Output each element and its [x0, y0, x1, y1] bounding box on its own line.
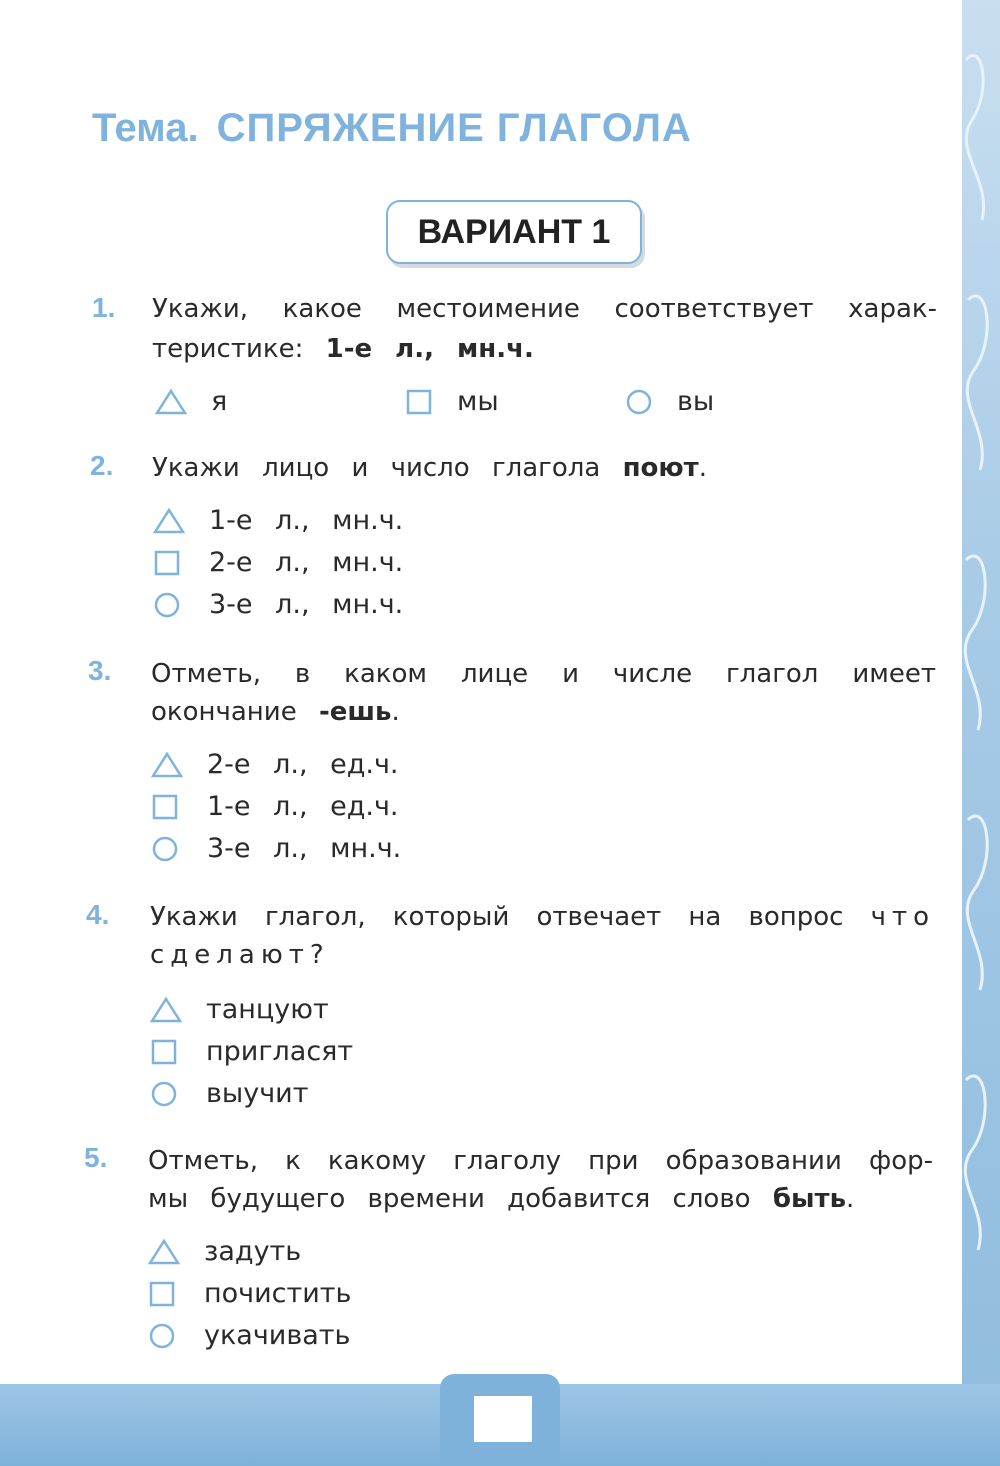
question-4-spaced-1: что [870, 902, 935, 932]
q3-option-a-label: 2-е л., ед.ч. [207, 749, 399, 780]
q5-option-b-label: почистить [204, 1278, 352, 1309]
q3-option-b[interactable] [151, 791, 399, 822]
question-5-text: мы будущего времени добавится слово [148, 1184, 751, 1214]
triangle-icon [155, 388, 187, 416]
handwriting-pattern-icon [962, 0, 1000, 1466]
theme-heading [92, 106, 692, 151]
q4-option-b[interactable] [150, 1036, 353, 1067]
triangle-icon [151, 751, 183, 779]
q4-option-c-label: выучит [206, 1078, 309, 1109]
question-2-end: . [698, 453, 707, 483]
square-icon [151, 793, 183, 821]
q1-option-b-label: мы [457, 386, 499, 417]
question-4-spaced-2: сделают [150, 940, 310, 970]
q5-option-a[interactable] [148, 1236, 301, 1267]
question-2-bold: поют [622, 453, 699, 483]
q4-option-c[interactable] [150, 1078, 308, 1109]
q5-option-c[interactable] [148, 1320, 350, 1351]
page-number-box [474, 1396, 532, 1442]
circle-icon [625, 388, 653, 416]
q1-option-a[interactable] [155, 386, 227, 417]
square-icon [148, 1280, 180, 1308]
circle-icon [150, 1080, 182, 1108]
q2-option-a[interactable] [153, 505, 403, 536]
question-2-line [152, 453, 707, 483]
q3-option-a[interactable] [151, 749, 399, 780]
question-5-line-1: Отметь, к какому глаголу при образовании фор- [148, 1146, 933, 1176]
question-5-number: 5. [84, 1142, 108, 1173]
question-2-number: 2. [90, 450, 114, 481]
question-4-text: Укажи глагол, который отвечает на вопрос [150, 902, 844, 932]
circle-icon [153, 591, 185, 619]
q2-option-c-label: 3-е л., мн.ч. [209, 589, 404, 620]
question-3-line-2 [151, 697, 400, 727]
question-5-end: . [846, 1184, 855, 1214]
q5-option-a-label: задуть [204, 1236, 302, 1267]
circle-icon [151, 835, 183, 863]
q2-option-b[interactable] [153, 547, 403, 578]
question-3-bold: -ешь [318, 697, 392, 727]
q2-option-a-label: 1-е л., мн.ч. [209, 505, 404, 536]
q2-option-b-label: 2-е л., мн.ч. [209, 547, 404, 578]
question-3-line-1: Отметь, в каком лице и числе глагол имеет [151, 659, 936, 689]
q1-option-c[interactable] [625, 386, 714, 417]
question-4-line-2 [150, 940, 324, 970]
question-1-number: 1. [92, 292, 116, 323]
question-1-line-1: Укажи, какое местоимение соответствует харак- [152, 294, 937, 324]
q3-option-b-label: 1-е л., ед.ч. [207, 791, 399, 822]
question-5-line-2 [148, 1184, 854, 1214]
question-1-label: теристике: [152, 334, 304, 364]
q3-option-c[interactable] [151, 833, 401, 864]
triangle-icon [153, 507, 185, 535]
q4-option-b-label: пригласят [206, 1036, 354, 1067]
q1-option-c-label: вы [677, 386, 715, 417]
side-decoration-strip [962, 0, 1000, 1466]
square-icon [153, 549, 185, 577]
question-4-end: ? [309, 940, 324, 970]
question-4-line-1 [150, 902, 935, 932]
q5-option-c-label: укачивать [204, 1320, 351, 1351]
question-5-bold: быть [772, 1184, 847, 1214]
question-3-number: 3. [88, 655, 112, 686]
q3-option-c-label: 3-е л., мн.ч. [207, 833, 402, 864]
q1-option-a-label: я [211, 386, 228, 417]
q1-option-b[interactable] [405, 386, 499, 417]
square-icon [150, 1038, 182, 1066]
question-4-number: 4. [86, 899, 110, 930]
q4-option-a[interactable] [150, 994, 329, 1025]
question-2-text: Укажи лицо и число глагола [152, 453, 601, 483]
question-3-label: окончание [151, 697, 297, 727]
question-3-end: . [391, 697, 400, 727]
q5-option-b[interactable] [148, 1278, 351, 1309]
question-1-bold: 1-е л., мн.ч. [325, 334, 534, 364]
q4-option-a-label: танцуют [206, 994, 329, 1025]
theme-label: Тема. [92, 106, 199, 150]
square-icon [405, 388, 433, 416]
variant-label: ВАРИАНТ 1 [417, 212, 611, 251]
variant-badge [386, 200, 642, 264]
circle-icon [148, 1322, 180, 1350]
triangle-icon [150, 996, 182, 1024]
question-1-line-2 [152, 334, 534, 364]
q2-option-c[interactable] [153, 589, 403, 620]
theme-title: СПРЯЖЕНИЕ ГЛАГОЛА [216, 106, 692, 150]
triangle-icon [148, 1238, 180, 1266]
